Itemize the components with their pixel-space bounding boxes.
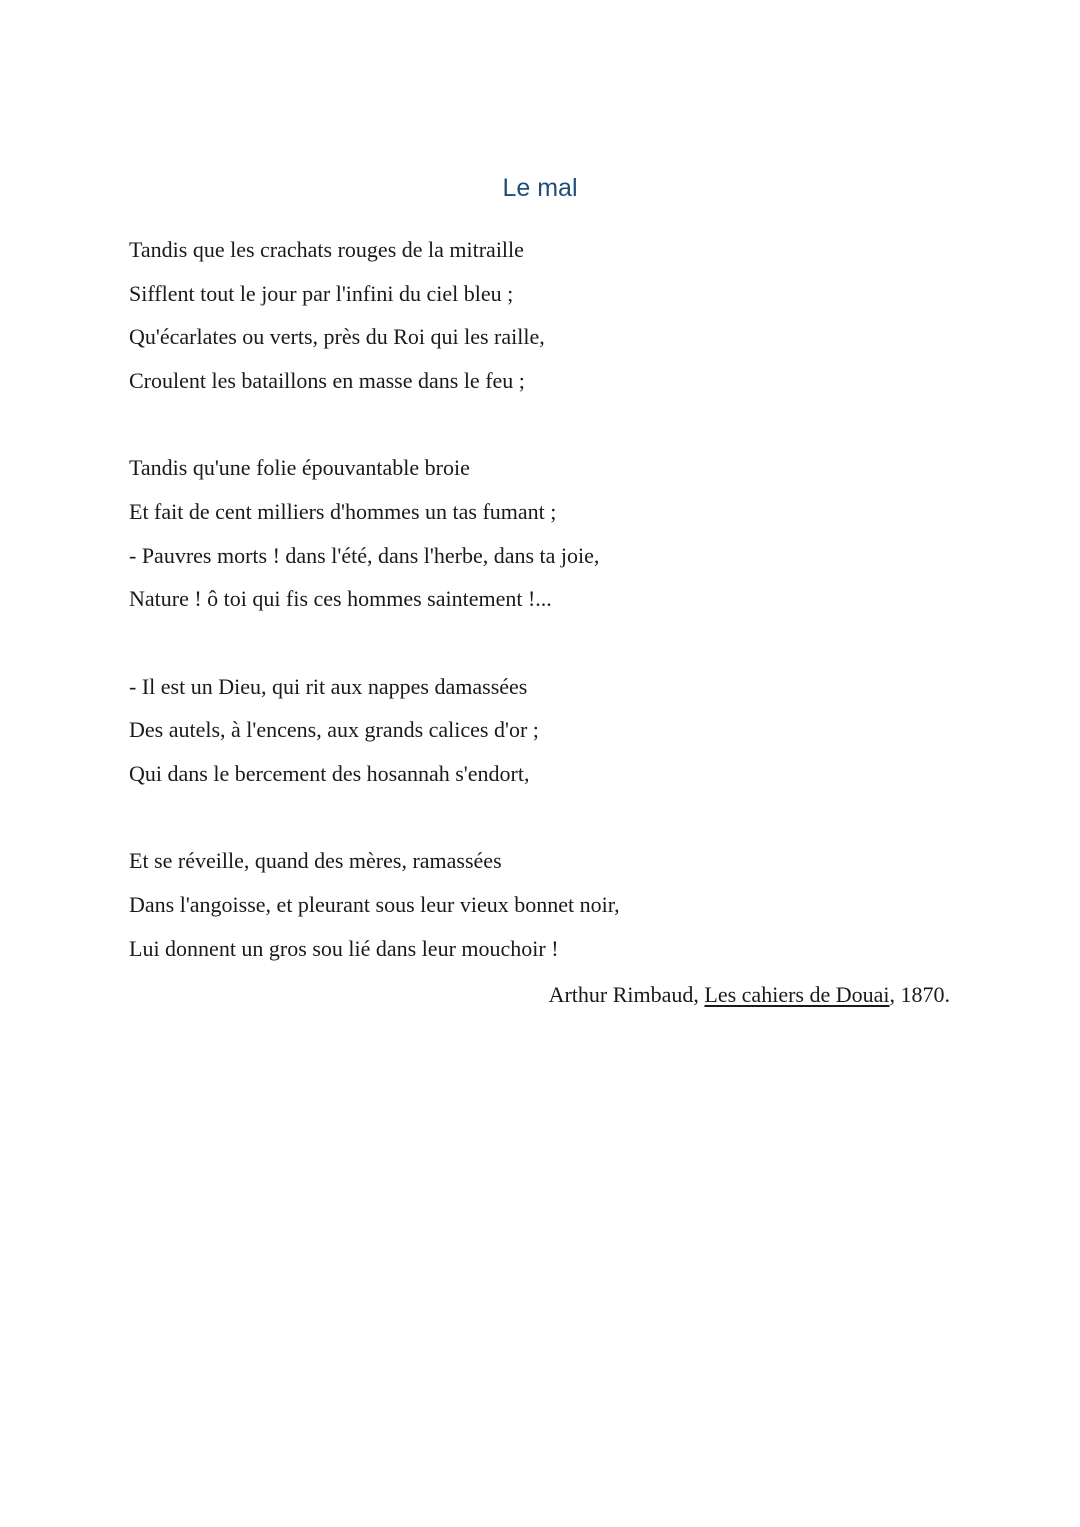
stanza-3 [129,665,949,796]
verse-line: Qui dans le bercement des hosannah s'endort, [129,761,530,787]
attribution-author: Arthur Rimbaud, [548,982,705,1007]
stanza-1 [129,228,949,403]
verse-line: Tandis que les crachats rouges de la mitraille [129,237,524,262]
poem-title: Le mal [502,174,578,202]
verse-line: Sifflent tout le jour par l'infini du ciel bleu ; [129,280,514,306]
verse-line: - Il est un Dieu, qui rit aux nappes damassées [129,673,528,699]
verse-line: Et fait de cent milliers d'hommes un tas fumant ; [129,499,557,525]
poem-body [129,228,949,970]
verse-line: Qu'écarlates ou verts, près du Roi qui les raille, [129,324,545,350]
attribution [549,979,950,1011]
verse-line: - Pauvres morts ! dans l'été, dans l'herbe, dans ta joie, [129,542,600,568]
verse-line: Des autels, à l'encens, aux grands calices d'or ; [129,717,539,743]
verse-line: Lui donnent un gros sou lié dans leur mouchoir ! [129,935,559,961]
attribution-book-title: Les cahiers de Douai [704,982,890,1007]
verse-line: Croulent les bataillons en masse dans le feu ; [129,368,525,394]
verse-line: Dans l'angoisse, et pleurant sous leur vieux bonnet noir, [129,891,620,917]
verse-line: Nature ! ô toi qui fis ces hommes saintement !... [129,586,552,612]
stanza-4 [129,839,949,970]
verse-line: Tandis qu'une folie épouvantable broie [129,455,470,481]
stanza-2 [129,446,949,621]
verse-line: Et se réveille, quand des mères, ramassées [129,848,502,874]
attribution-year: , 1870. [889,982,950,1007]
